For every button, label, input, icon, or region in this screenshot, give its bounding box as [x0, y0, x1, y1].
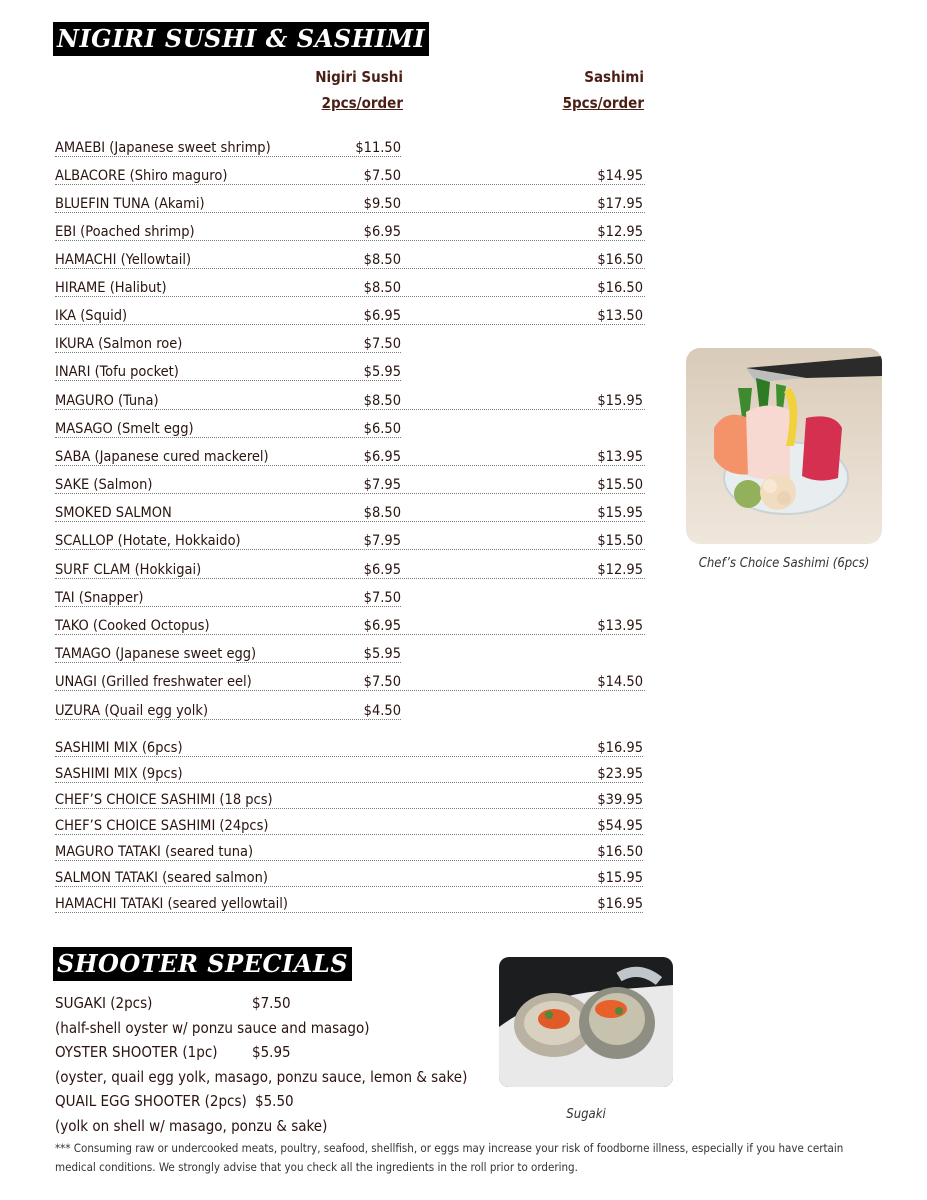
nigiri-price: $8.50 [363, 280, 401, 296]
special-item-name: CHEF’S CHOICE SASHIMI (18 pcs) [55, 792, 273, 808]
menu-item-row [55, 305, 645, 327]
menu-item-name: EBI (Poached shrimp) [55, 224, 195, 240]
menu-item-name: IKURA (Salmon roe) [55, 336, 183, 352]
nigiri-price: $8.50 [363, 505, 401, 521]
nigiri-price: $7.95 [363, 533, 401, 549]
special-item-row [55, 841, 645, 863]
menu-item-row [55, 615, 645, 637]
shooter-item-description: (oyster, quail egg yolk, masago, ponzu sauce, lemon & sake) [55, 1068, 468, 1086]
menu-item-row [55, 277, 645, 299]
menu-item-row [55, 418, 645, 440]
sashimi-price: $16.50 [597, 252, 643, 268]
column-header-sashimi-label: Sashimi [584, 68, 644, 86]
sashimi-price: $15.95 [597, 505, 643, 521]
column-header-nigiri-sub: 2pcs/order [321, 94, 403, 112]
sashimi-photo-caption: Chef’s Choice Sashimi (6pcs) [698, 556, 870, 571]
special-item-row [55, 867, 645, 889]
nigiri-price: $8.50 [363, 393, 401, 409]
special-item-price: $39.95 [597, 792, 643, 808]
menu-item-row [55, 559, 645, 581]
nigiri-price: $4.50 [363, 703, 401, 719]
menu-item-name: ALBACORE (Shiro maguro) [55, 168, 228, 184]
nigiri-price: $7.50 [363, 168, 401, 184]
shooter-item-name: SUGAKI (2pcs) [55, 994, 153, 1012]
menu-item-name: TAMAGO (Japanese sweet egg) [55, 646, 257, 662]
shooter-item-price: $5.50 [255, 1092, 294, 1110]
sashimi-price: $15.50 [597, 533, 643, 549]
special-item-name: SASHIMI MIX (9pcs) [55, 766, 183, 782]
menu-item-row [55, 700, 645, 722]
special-item-row [55, 763, 645, 785]
section-title-nigiri: NIGIRI SUSHI & SASHIMI [53, 22, 429, 56]
sugaki-photo [499, 957, 673, 1087]
special-item-price: $23.95 [597, 766, 643, 782]
menu-item-name: BLUEFIN TUNA (Akami) [55, 196, 205, 212]
nigiri-price: $11.50 [355, 140, 401, 156]
menu-item-row [55, 474, 645, 496]
sashimi-price: $13.95 [597, 449, 643, 465]
menu-item-row [55, 333, 645, 355]
menu-item-name: SURF CLAM (Hokkigai) [55, 562, 202, 578]
menu-item-row [55, 249, 645, 271]
nigiri-price: $7.50 [363, 336, 401, 352]
special-item-row [55, 893, 645, 915]
special-item-name: HAMACHI TATAKI (seared yellowtail) [55, 896, 288, 912]
menu-item-name: SAKE (Salmon) [55, 477, 153, 493]
shooter-item-price: $7.50 [252, 994, 291, 1012]
menu-item-name: MAGURO (Tuna) [55, 393, 159, 409]
shooter-item-description: (yolk on shell w/ masago, ponzu & sake) [55, 1117, 328, 1135]
menu-item-name: SABA (Japanese cured mackerel) [55, 449, 269, 465]
nigiri-price: $6.50 [363, 421, 401, 437]
menu-item-row [55, 390, 645, 412]
sashimi-price: $13.50 [597, 308, 643, 324]
menu-item-row [55, 193, 645, 215]
special-item-name: SALMON TATAKI (seared salmon) [55, 870, 268, 886]
sashimi-price: $12.95 [597, 224, 643, 240]
column-header-nigiri-label: Nigiri Sushi [315, 68, 403, 86]
special-item-name: CHEF’S CHOICE SASHIMI (24pcs) [55, 818, 269, 834]
menu-item-name: IKA (Squid) [55, 308, 128, 324]
sashimi-photo [686, 348, 882, 544]
menu-item-row [55, 502, 645, 524]
nigiri-price: $7.95 [363, 477, 401, 493]
menu-item-name: HAMACHI (Yellowtail) [55, 252, 192, 268]
menu-item-row [55, 446, 645, 468]
sashimi-price: $12.95 [597, 562, 643, 578]
menu-item-row [55, 671, 645, 693]
special-item-price: $16.95 [597, 896, 643, 912]
nigiri-price: $6.95 [363, 618, 401, 634]
nigiri-price: $7.50 [363, 590, 401, 606]
nigiri-price: $6.95 [363, 308, 401, 324]
sashimi-price: $16.50 [597, 280, 643, 296]
sugaki-oyster-image [499, 957, 673, 1087]
menu-item-name: TAKO (Cooked Octopus) [55, 618, 210, 634]
menu-item-row [55, 361, 645, 383]
sashimi-price: $15.50 [597, 477, 643, 493]
nigiri-price: $6.95 [363, 562, 401, 578]
special-item-row [55, 737, 645, 759]
special-item-price: $16.50 [597, 844, 643, 860]
sashimi-price: $13.95 [597, 618, 643, 634]
shooter-item-name: OYSTER SHOOTER (1pc) [55, 1043, 218, 1061]
nigiri-price: $9.50 [363, 196, 401, 212]
column-header-sashimi-sub: 5pcs/order [562, 94, 644, 112]
dot-leader [55, 324, 645, 325]
special-item-row [55, 815, 645, 837]
special-item-name: MAGURO TATAKI (seared tuna) [55, 844, 254, 860]
special-item-price: $54.95 [597, 818, 643, 834]
menu-item-row [55, 587, 645, 609]
shooter-item-price: $5.95 [252, 1043, 291, 1061]
sashimi-price: $14.50 [597, 674, 643, 690]
sashimi-price: $14.95 [597, 168, 643, 184]
sashimi-bowl-image [686, 348, 882, 544]
sugaki-photo-caption: Sugaki [566, 1107, 606, 1122]
column-header-sashimi [540, 64, 644, 116]
menu-item-row [55, 137, 645, 159]
shooter-item-description: (half-shell oyster w/ ponzu sauce and masago) [55, 1019, 370, 1037]
nigiri-price: $5.95 [363, 646, 401, 662]
sashimi-price: $17.95 [597, 196, 643, 212]
special-item-price: $15.95 [597, 870, 643, 886]
section-title-shooter: SHOOTER SPECIALS [53, 947, 352, 981]
special-item-row [55, 789, 645, 811]
nigiri-price: $6.95 [363, 224, 401, 240]
nigiri-price: $7.50 [363, 674, 401, 690]
food-safety-disclaimer: *** Consuming raw or undercooked meats, poultry, seafood, shellfish, or eggs may increase your risk of foodborne illness, especially if you have certain medical conditions. We strongly advise that you check all the ingredients in the roll prior to ordering. [55, 1141, 844, 1174]
special-item-price: $16.95 [597, 740, 643, 756]
menu-item-row [55, 530, 645, 552]
menu-item-name: AMAEBI (Japanese sweet shrimp) [55, 140, 271, 156]
menu-item-row [55, 643, 645, 665]
nigiri-price: $6.95 [363, 449, 401, 465]
menu-item-row [55, 165, 645, 187]
menu-item-name: INARI (Tofu pocket) [55, 364, 179, 380]
column-header-nigiri [300, 64, 403, 116]
menu-item-name: SMOKED SALMON [55, 505, 172, 521]
menu-item-name: HIRAME (Halibut) [55, 280, 167, 296]
special-item-name: SASHIMI MIX (6pcs) [55, 740, 183, 756]
nigiri-price: $5.95 [363, 364, 401, 380]
menu-item-name: UNAGI (Grilled freshwater eel) [55, 674, 252, 690]
shooter-item-name: QUAIL EGG SHOOTER (2pcs) [55, 1092, 247, 1110]
menu-item-name: UZURA (Quail egg yolk) [55, 703, 209, 719]
menu-item-row [55, 221, 645, 243]
menu-item-name: TAI (Snapper) [55, 590, 144, 606]
menu-item-name: SCALLOP (Hotate, Hokkaido) [55, 533, 241, 549]
nigiri-price: $8.50 [363, 252, 401, 268]
sashimi-price: $15.95 [597, 393, 643, 409]
menu-item-name: MASAGO (Smelt egg) [55, 421, 194, 437]
